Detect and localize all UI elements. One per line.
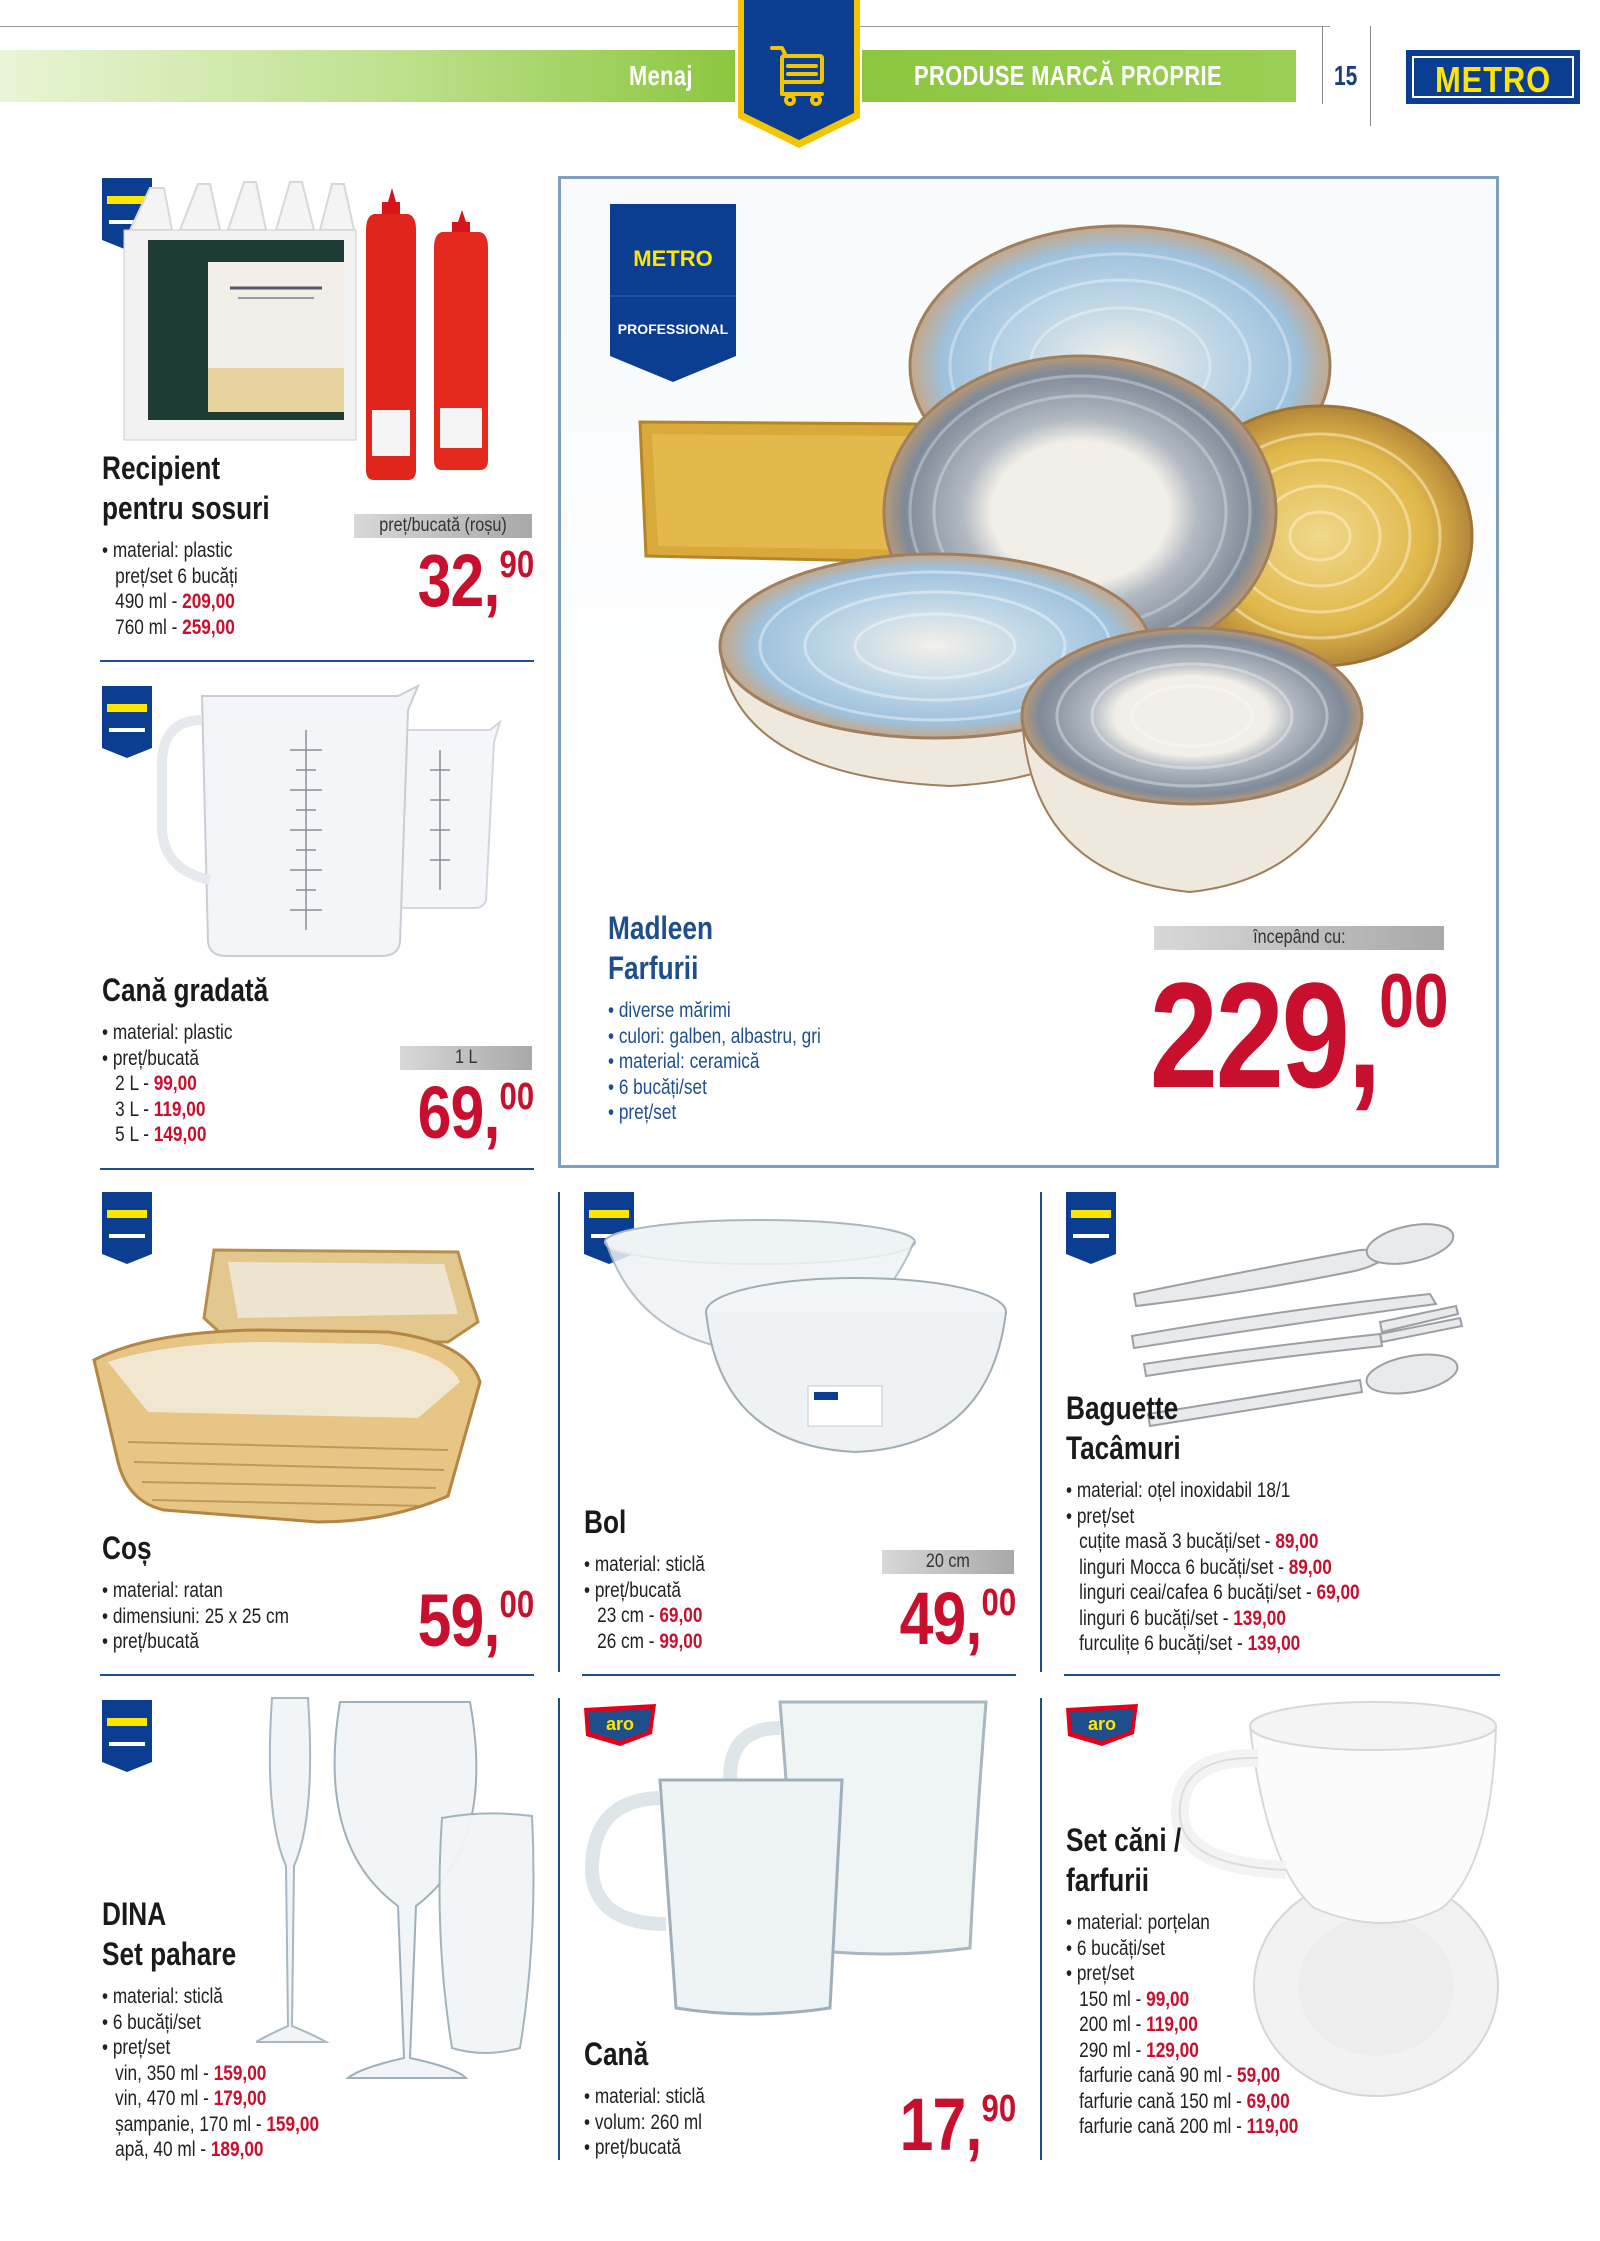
- product-title: Set căni /: [1066, 1822, 1182, 1858]
- product-title: DINA: [102, 1896, 167, 1932]
- product-title: Farfurii: [608, 950, 699, 986]
- product-specs: • material: oțel inoxidabil 18/1 • preț/set cuțite masă 3 bucăți/set - 89,00 linguri Mocca 6 bucăți/set - 89,00 linguri ceai/cafea 6 bucăți/set - 69,00 linguri 6 bucăți/set - 139,00 furculițe 6 bucăți/set - 139,00: [1066, 1479, 1360, 1655]
- basket-image: [88, 1222, 548, 1552]
- product-specs: • material: ratan • dimensiuni: 25 x 25 cm • preț/bucată: [102, 1579, 289, 1653]
- metro-professional-badge: [102, 1700, 152, 1772]
- product-title: Cană: [584, 2036, 649, 2072]
- column-separator: [1040, 1698, 1042, 2160]
- price: 229,00: [1149, 951, 1448, 1119]
- price-label: preț/bucată (roșu): [354, 514, 532, 538]
- product-title: Baguette: [1066, 1390, 1179, 1426]
- column-separator: [558, 1698, 560, 2160]
- section-shield: [736, 0, 862, 150]
- product-title: Coș: [102, 1530, 152, 1566]
- section-separator: [1064, 1674, 1500, 1676]
- product-specs: • material: sticlă • preț/bucată 23 cm - 69,00 26 cm - 99,00: [584, 1553, 705, 1653]
- section-separator: [100, 660, 534, 662]
- column-separator: [558, 1192, 560, 1672]
- column-separator: [1040, 1192, 1042, 1672]
- header-top-line: [0, 26, 1330, 27]
- section-subtitle: PRODUSE MARCĂ PROPRIE: [914, 60, 1222, 91]
- svg-text:aro: aro: [1087, 1714, 1117, 1734]
- product-title: Madleen: [608, 910, 713, 946]
- product-specs: • diverse mărimi • culori: galben, albastru, gri • material: ceramică • 6 bucăți/set • preț/set: [608, 999, 821, 1124]
- plates-image: [617, 216, 1480, 906]
- price: 32,90: [417, 539, 534, 622]
- price-label: începând cu:: [1154, 926, 1444, 950]
- measuring-jug-image: [150, 680, 510, 970]
- svg-text:PROFESSIONAL: PROFESSIONAL: [617, 321, 729, 337]
- aro-badge: [1066, 1704, 1138, 1746]
- product-title: Cană gradată: [102, 972, 269, 1008]
- product-title: pentru sosuri: [102, 490, 270, 526]
- price-label: 1 L: [400, 1046, 532, 1070]
- header-divider: [1322, 26, 1323, 104]
- metro-professional-badge: [1066, 1192, 1116, 1264]
- product-title: Tacâmuri: [1066, 1430, 1181, 1466]
- section-separator: [582, 1674, 1016, 1676]
- product-title: farfurii: [1066, 1862, 1150, 1898]
- glass-bowl-image: [600, 1216, 1020, 1466]
- metro-logo: METRO: [1406, 50, 1580, 104]
- price: 17,90: [899, 2083, 1016, 2166]
- header-section-bar: [0, 50, 735, 102]
- metro-professional-badge: [102, 686, 152, 758]
- svg-text:METRO: METRO: [633, 246, 713, 271]
- product-title: Bol: [584, 1504, 627, 1540]
- price: 59,00: [417, 1579, 534, 1662]
- product-title: Recipient: [102, 450, 221, 486]
- cutlery-image: [1130, 1214, 1480, 1434]
- svg-text:aro: aro: [605, 1714, 635, 1734]
- section-separator: [100, 1168, 534, 1170]
- price-label: 20 cm: [882, 1550, 1014, 1574]
- header-subtitle-bar: [862, 50, 1296, 102]
- header-divider: [1370, 26, 1371, 126]
- price: 69,00: [417, 1071, 534, 1154]
- product-specs: • material: plastic preț/set 6 bucăți 490 ml - 209,00 760 ml - 259,00: [102, 539, 238, 639]
- product-specs: • material: sticlă • 6 bucăți/set • preț/set vin, 350 ml - 159,00 vin, 470 ml - 179,00 șampanie, 170 ml - 159,00 apă, 40 ml - 189,00: [102, 1985, 320, 2161]
- page-number: 15: [1334, 60, 1358, 91]
- product-specs: • material: porțelan • 6 bucăți/set • preț/set 150 ml - 99,00 200 ml - 119,00 290 ml - 129,00 farfurie cană 90 ml - 59,00 farfurie cană 150 ml - 69,00 farfurie cană 200 ml - 119,00: [1066, 1911, 1299, 2138]
- sauce-bottles-image: [110, 170, 510, 490]
- price: 49,00: [899, 1577, 1016, 1660]
- product-specs: • material: sticlă • volum: 260 ml • preț/bucată: [584, 2085, 705, 2159]
- section-title: Menaj: [629, 60, 693, 91]
- product-title: Set pahare: [102, 1936, 237, 1972]
- section-separator: [100, 1674, 534, 1676]
- product-specs: • material: plastic • preț/bucată 2 L - 99,00 3 L - 119,00 5 L - 149,00: [102, 1021, 233, 1146]
- glass-mugs-image: [580, 1698, 1000, 2028]
